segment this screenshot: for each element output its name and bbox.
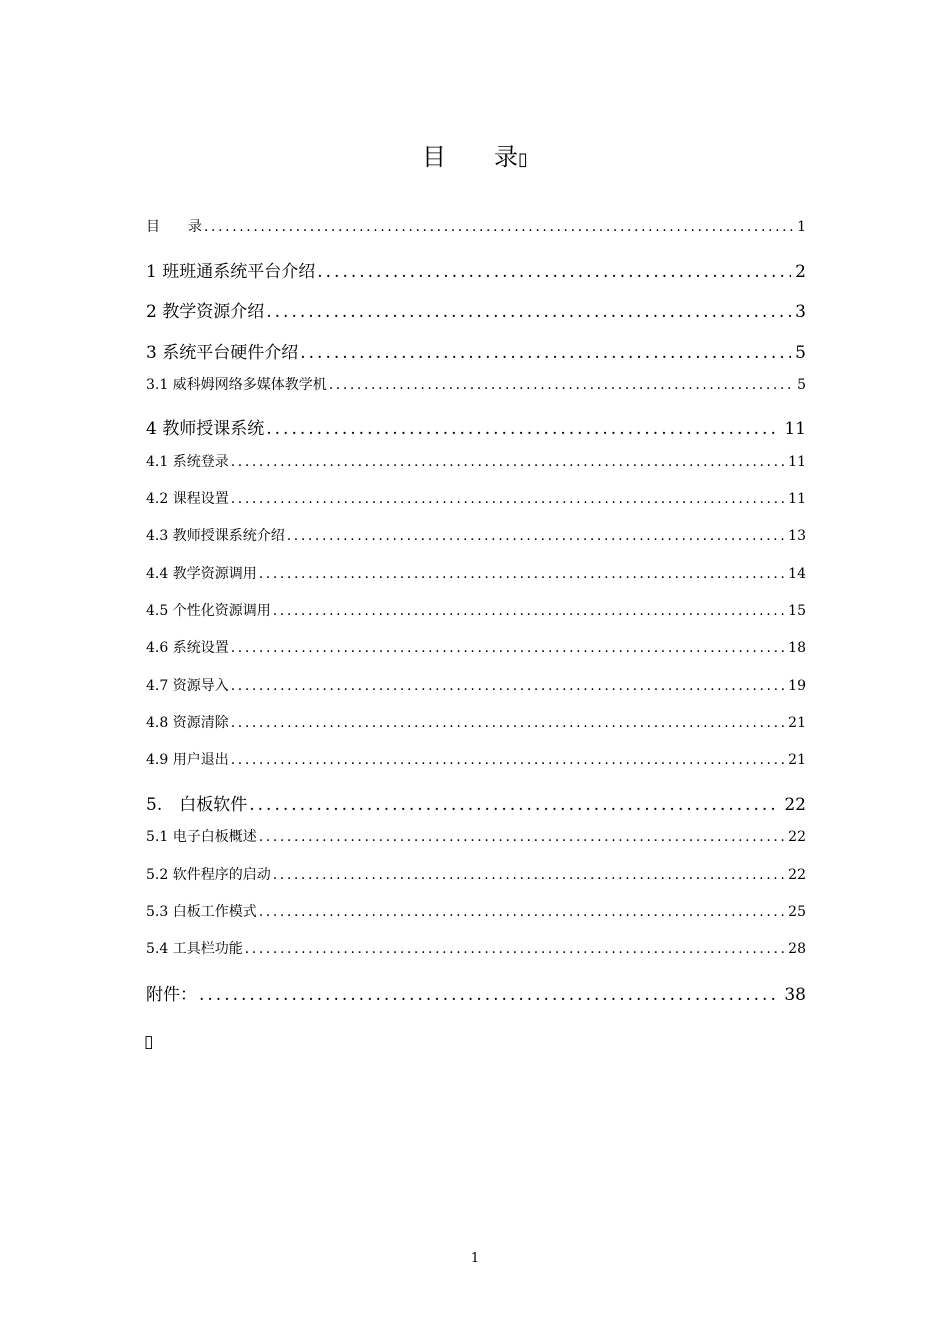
toc-entry-page: 18 (788, 640, 806, 656)
toc-entry-label: 4.3 教师授课系统介绍 (146, 528, 285, 544)
toc-entry[interactable] (146, 980, 806, 1005)
toc-entry[interactable] (146, 675, 806, 695)
toc-entry[interactable] (146, 374, 806, 394)
toc-entry-page: 13 (788, 528, 806, 544)
toc-dot-leader (266, 302, 791, 322)
toc-dot-leader (273, 867, 784, 883)
toc-dot-leader (231, 752, 784, 768)
toc-entry-page: 1 (797, 219, 806, 235)
toc-entry[interactable] (146, 600, 806, 620)
toc-entry[interactable] (146, 637, 806, 657)
toc-entry-label: 4.7 资源导入 (146, 678, 229, 694)
toc-dot-leader (273, 603, 784, 619)
toc-entry-label: 4.8 资源清除 (146, 715, 229, 731)
toc-dot-leader (245, 941, 784, 957)
toc-entry-label: 2 教学资源介绍 (146, 302, 265, 322)
toc-entry[interactable] (146, 338, 806, 363)
toc-entry-label: 4.2 课程设置 (146, 491, 229, 507)
toc-entry-label: 4 教师授课系统 (146, 419, 265, 439)
toc-dot-leader (231, 640, 784, 656)
toc-entry-page: 19 (788, 678, 806, 694)
toc-entry-label: 5. 白板软件 (146, 795, 248, 815)
toc-entry[interactable] (146, 790, 806, 815)
page-number: 1 (470, 1251, 480, 1266)
toc-dot-leader (259, 904, 784, 920)
toc-entry-label: 4.5 个性化资源调用 (146, 603, 271, 619)
toc-entry-page: 2 (795, 262, 806, 282)
toc-entry-page: 22 (784, 795, 806, 815)
toc-dot-leader (329, 377, 793, 393)
toc-dot-leader (300, 343, 791, 363)
toc-entry-page: 21 (788, 752, 806, 768)
toc-entry-page: 11 (788, 491, 806, 507)
toc-dot-leader (266, 419, 780, 439)
toc-entry[interactable] (146, 216, 806, 236)
toc-entry[interactable] (146, 451, 806, 471)
toc-entry-page: 22 (788, 867, 806, 883)
toc-entry-label: 4.4 教学资源调用 (146, 566, 257, 582)
toc-entry-label: 4.1 系统登录 (146, 454, 229, 470)
toc-dot-leader (259, 566, 784, 582)
title-part-2: 录 (494, 143, 519, 171)
placeholder-glyph-icon: ▯ (144, 1032, 154, 1052)
toc-entry[interactable] (146, 414, 806, 439)
toc-entry-label: 附件： (146, 985, 197, 1005)
toc-entry-label: 3 系统平台硬件介绍 (146, 343, 299, 363)
toc-entry-page: 3 (795, 302, 806, 322)
toc-entry[interactable] (146, 257, 806, 282)
toc-entry-page: 11 (784, 419, 806, 439)
placeholder-glyph-icon: ▯ (518, 149, 528, 170)
toc-entry-label: 4.6 系统设置 (146, 640, 229, 656)
toc-entry[interactable] (146, 938, 806, 958)
toc-entry-page: 5 (797, 377, 806, 393)
toc-entry-label: 目 录 (146, 219, 202, 235)
toc-entry-page: 38 (784, 985, 806, 1005)
toc-entry-label: 1 班班通系统平台介绍 (146, 262, 316, 282)
toc-dot-leader (204, 219, 793, 235)
toc-dot-leader (231, 491, 784, 507)
toc-entry[interactable] (146, 488, 806, 508)
toc-entry-page: 28 (788, 941, 806, 957)
toc-dot-leader (259, 829, 784, 845)
toc-entry-label: 5.4 工具栏功能 (146, 941, 243, 957)
toc-entry-page: 25 (788, 904, 806, 920)
toc-entry[interactable] (146, 826, 806, 846)
toc-dot-leader (249, 795, 780, 815)
toc-dot-leader (231, 715, 784, 731)
toc-entry-page: 11 (788, 454, 806, 470)
toc-entry[interactable] (146, 864, 806, 884)
toc-entry-label: 5.2 软件程序的启动 (146, 867, 271, 883)
toc-entry-label: 4.9 用户退出 (146, 752, 229, 768)
toc-dot-leader (287, 528, 784, 544)
title-part-1: 目 (422, 143, 447, 171)
toc-entry[interactable] (146, 525, 806, 545)
toc-entry[interactable] (146, 563, 806, 583)
toc-entry-page: 5 (795, 343, 806, 363)
toc-dot-leader (231, 454, 784, 470)
toc-entry-page: 14 (788, 566, 806, 582)
toc-dot-leader (317, 262, 791, 282)
toc-entry-page: 15 (788, 603, 806, 619)
toc-entry-label: 5.3 白板工作模式 (146, 904, 257, 920)
toc-entry-label: 3.1 威科姆网络多媒体教学机 (146, 377, 327, 393)
toc-entry[interactable] (146, 749, 806, 769)
toc-dot-leader (231, 678, 784, 694)
toc-entry-label: 5.1 电子白板概述 (146, 829, 257, 845)
toc-entry[interactable] (146, 712, 806, 732)
toc-dot-leader (199, 985, 780, 1005)
page-title (0, 137, 950, 172)
toc-entry[interactable] (146, 297, 806, 322)
toc-entry[interactable] (146, 901, 806, 921)
toc-entry-page: 22 (788, 829, 806, 845)
toc-entry-page: 21 (788, 715, 806, 731)
